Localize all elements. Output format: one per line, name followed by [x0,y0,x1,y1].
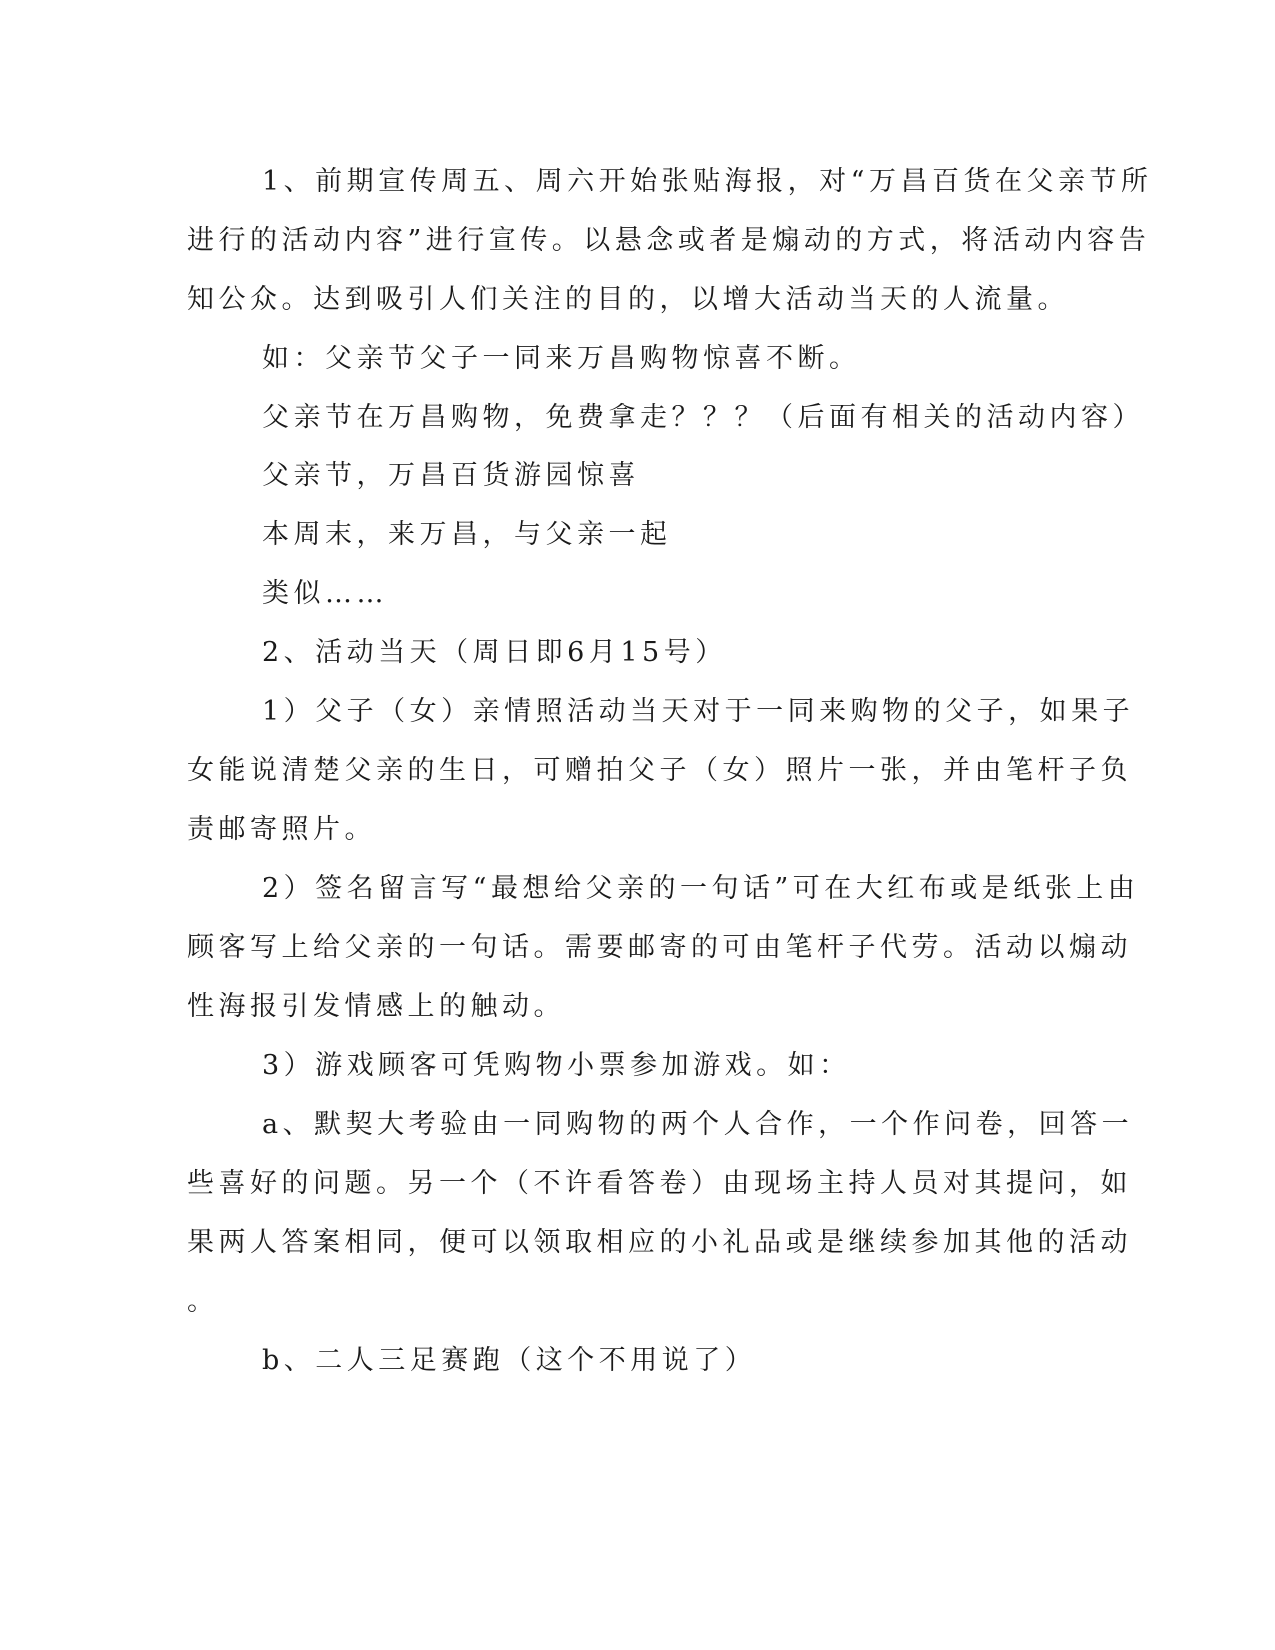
paragraph-line: 果两人答案相同，便可以领取相应的小礼品或是继续参加其他的活动 [187,1227,1132,1258]
paragraph-line: 知公众。达到吸引人们关注的目的，以增大活动当天的人流量。 [187,284,1069,315]
paragraph-line: 3）游戏顾客可凭购物小票参加游戏。如： [262,1050,851,1081]
paragraph-line: 父亲节在万昌购物，免费拿走？？？（后面有相关的活动内容） [262,402,1144,433]
paragraph-line: 1、前期宣传周五、周六开始张贴海报，对“万昌百货在父亲节所 [262,166,1153,197]
paragraph-line: 1）父子（女）亲情照活动当天对于一同来购物的父子，如果子 [262,696,1135,727]
paragraph-line: b、二人三足赛跑（这个不用说了） [262,1345,757,1376]
paragraph-line: 性海报引发情感上的触动。 [187,991,565,1022]
paragraph-line: 。 [187,1286,219,1317]
paragraph-line: 些喜好的问题。另一个（不许看答卷）由现场主持人员对其提问，如 [187,1168,1132,1199]
paragraph-line: 2）签名留言写“最想给父亲的一句话”可在大红布或是纸张上由 [262,873,1140,904]
paragraph-line: 女能说清楚父亲的生日，可赠拍父子（女）照片一张，并由笔杆子负 [187,755,1132,786]
paragraph-line: 本周末，来万昌，与父亲一起 [262,519,672,550]
paragraph-line: 2、活动当天（周日即6月15号） [262,637,727,668]
paragraph-line: 类似…… [262,578,388,609]
paragraph-line: 责邮寄照片。 [187,814,376,845]
paragraph-line: a、默契大考验由一同购物的两个人合作，一个作问卷，回答一 [262,1109,1134,1140]
paragraph-line: 进行的活动内容”进行宣传。以悬念或者是煽动的方式，将活动内容告 [187,225,1151,256]
paragraph-line: 顾客写上给父亲的一句话。需要邮寄的可由笔杆子代劳。活动以煽动 [187,932,1132,963]
paragraph-line: 父亲节，万昌百货游园惊喜 [262,460,640,491]
paragraph-line: 如：父亲节父子一同来万昌购物惊喜不断。 [262,343,861,374]
